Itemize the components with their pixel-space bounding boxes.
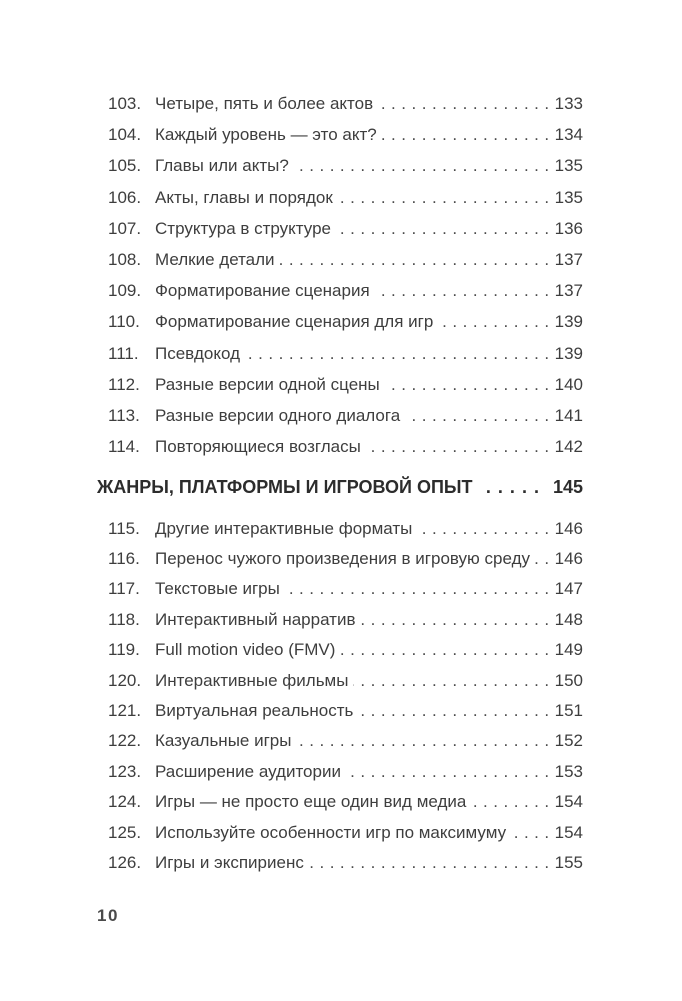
toc-entry-page: 141 — [554, 405, 583, 425]
dot-leader — [296, 726, 554, 756]
toc-entry-number: 117. — [108, 579, 140, 599]
toc-entry-page: 139 — [554, 312, 583, 332]
toc-entry-title: Разные версии одной сцены — [155, 374, 380, 394]
toc-entry — [97, 400, 583, 431]
toc-entry-number: 116. — [108, 549, 140, 569]
toc-entry-title: Игры — не просто еще один вид медиа — [155, 792, 467, 812]
dot-leader — [245, 338, 555, 369]
dot-leader — [346, 757, 555, 787]
toc-section-row — [97, 472, 583, 503]
toc-entry-title: Каждый уровень — это акт? — [155, 125, 377, 145]
dot-leader — [353, 666, 554, 696]
toc-entry-title: Главы или акты? — [155, 156, 289, 176]
toc-entry — [97, 544, 583, 574]
toc-entry — [97, 369, 583, 400]
dot-leader — [338, 182, 555, 213]
toc-entry-page: 152 — [554, 731, 583, 751]
toc-entry-title: Казуальные игры — [155, 731, 292, 751]
dot-leader — [366, 431, 555, 462]
toc-entry-title: Форматирование сценария — [155, 281, 370, 301]
toc-entry-title: Другие интерактивные форматы — [155, 518, 413, 538]
toc-entry — [97, 306, 583, 337]
toc-entry-number: 121. — [108, 700, 142, 720]
dot-leader — [358, 696, 554, 726]
toc-entry-title: Псевдокод — [155, 343, 241, 363]
toc-entry-page: 151 — [554, 700, 583, 720]
toc-entry-page: 146 — [554, 549, 583, 569]
toc-entry-title: Текстовые игры — [155, 579, 280, 599]
toc-entry-page: 149 — [554, 640, 583, 660]
toc-entry — [97, 88, 583, 119]
dot-leader — [378, 88, 555, 119]
toc-entry-number: 104. — [108, 125, 142, 145]
toc-entry — [97, 244, 583, 275]
toc-entry-page: 135 — [554, 187, 583, 207]
toc-entry-title: Акты, главы и порядок — [155, 187, 333, 207]
toc-items-group-1 — [97, 88, 583, 462]
toc-entry — [97, 514, 583, 544]
dot-leader — [336, 213, 555, 244]
toc-entry-number: 107. — [108, 218, 142, 238]
toc-entry-title: Full motion video (FMV) — [155, 640, 336, 660]
dot-leader — [294, 150, 555, 181]
dot-leader — [382, 119, 555, 150]
toc-entry — [97, 213, 583, 244]
toc-entry-number: 108. — [108, 249, 142, 269]
toc-entry-number: 114. — [108, 437, 140, 457]
dot-leader — [535, 544, 555, 574]
toc-entry-number: 111. — [108, 343, 139, 363]
toc-entry-page: 134 — [554, 125, 583, 145]
toc-entry — [97, 182, 583, 213]
page-number: 10 — [97, 906, 119, 925]
toc-entry-number: 109. — [108, 281, 142, 301]
toc-entry-page: 140 — [554, 374, 583, 394]
toc-entry-title: Интерактивный нарратив — [155, 609, 356, 629]
toc-entry — [97, 275, 583, 306]
toc-entry — [97, 431, 583, 462]
toc-entry-page: 154 — [554, 822, 583, 842]
toc-entry-title: Форматирование сценария для игр — [155, 312, 434, 332]
toc-entry — [97, 787, 583, 817]
toc-entry-number: 106. — [108, 187, 142, 207]
toc-entry-number: 115. — [108, 518, 140, 538]
toc-entry-page: 148 — [554, 609, 583, 629]
toc-entry-page: 153 — [554, 761, 583, 781]
toc-entry — [97, 818, 583, 848]
dot-leader — [285, 574, 555, 604]
toc-entry-page: 146 — [554, 518, 583, 538]
toc-entry-title: Используйте особенности игр по максимуму — [155, 822, 507, 842]
toc-entry — [97, 726, 583, 756]
toc-entry-title: Интерактивные фильмы — [155, 670, 349, 690]
toc-entry-page: 136 — [554, 218, 583, 238]
toc-entry — [97, 338, 583, 369]
toc-entry-page: 135 — [554, 156, 583, 176]
toc-section-page: 145 — [552, 477, 583, 498]
dot-leader — [280, 244, 555, 275]
dot-leader — [309, 848, 555, 878]
toc-entry-title: Структура в структуре — [155, 218, 332, 238]
toc-entry — [97, 119, 583, 150]
toc-entry-number: 125. — [108, 822, 142, 842]
toc-entry — [97, 696, 583, 726]
toc-entry-title: Разные версии одного диалога — [155, 405, 401, 425]
toc-entry-title: Перенос чужого произведения в игровую среду — [155, 549, 530, 569]
dot-leader — [471, 787, 554, 817]
dot-leader — [417, 514, 554, 544]
toc-entry-number: 119. — [108, 640, 140, 660]
toc-entry — [97, 574, 583, 604]
toc-entry-number: 110. — [108, 312, 140, 332]
dot-leader — [375, 275, 555, 306]
dot-leader — [340, 635, 554, 665]
toc-entry — [97, 150, 583, 181]
toc-entry — [97, 848, 583, 878]
toc-section-title: ЖАНРЫ, ПЛАТФОРМЫ И ИГРОВОЙ ОПЫТ — [97, 477, 473, 498]
toc-entry-page: 147 — [554, 579, 583, 599]
toc-entry-number: 112. — [108, 374, 140, 394]
dot-leader — [385, 369, 555, 400]
toc-entry-title: Виртуальная реальность — [155, 700, 354, 720]
toc-entry-number: 126. — [108, 852, 142, 872]
toc-entry-number: 122. — [108, 731, 142, 751]
toc-entry-number: 123. — [108, 761, 142, 781]
toc-entry-page: 142 — [554, 437, 583, 457]
dot-leader — [438, 306, 554, 337]
toc-entry — [97, 666, 583, 696]
dot-leader — [511, 818, 555, 848]
toc-entry-title: Игры и экспириенс — [155, 852, 304, 872]
toc-entry-title: Мелкие детали — [155, 249, 275, 269]
toc-entry-number: 103. — [108, 94, 142, 113]
toc-entry — [97, 635, 583, 665]
toc-entry-page: 155 — [554, 852, 583, 872]
toc-entry-page: 150 — [554, 670, 583, 690]
table-of-contents — [97, 88, 583, 878]
toc-entry-number: 124. — [108, 792, 142, 812]
toc-entry-title: Четыре, пять и более актов — [155, 94, 374, 113]
toc-entry-number: 120. — [108, 670, 142, 690]
toc-entry-number: 105. — [108, 156, 142, 176]
toc-entry-page: 154 — [554, 792, 583, 812]
toc-items-group-2 — [97, 514, 583, 879]
toc-entry-title: Расширение аудитории — [155, 761, 341, 781]
toc-entry-title: Повторяющиеся возгласы — [155, 437, 361, 457]
toc-entry-number: 118. — [108, 609, 140, 629]
toc-entry-number: 113. — [108, 405, 140, 425]
toc-entry-page: 139 — [554, 343, 583, 363]
dot-leader — [360, 605, 554, 635]
toc-entry-page: 133 — [554, 94, 583, 113]
toc-entry-page: 137 — [554, 281, 583, 301]
toc-entry-page: 137 — [554, 249, 583, 269]
toc-entry — [97, 757, 583, 787]
dot-leader — [480, 472, 546, 503]
dot-leader — [405, 400, 554, 431]
toc-entry — [97, 605, 583, 635]
